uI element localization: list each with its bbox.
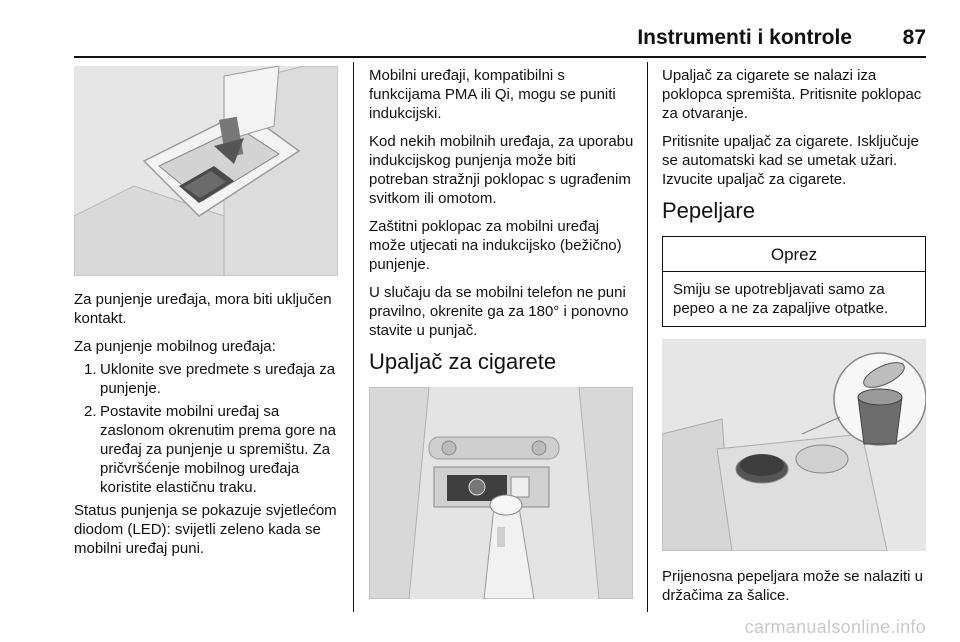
column-divider	[647, 62, 648, 612]
ashtray-illustration	[662, 339, 926, 551]
section-heading: Pepeljare	[662, 198, 755, 223]
caution-title: Oprez	[663, 237, 925, 272]
paragraph: Prijenosna pepeljara može se nalaziti u držačima za šalice.	[662, 568, 923, 604]
paragraph: Mobilni uređaji, kompatibilni s funkcijama PMA ili Qi, mogu se puniti indukcijski.	[369, 67, 616, 122]
charging-compartment-illustration	[74, 66, 338, 276]
column-1	[74, 66, 338, 567]
paragraph: Upaljač za cigarete se nalazi iza poklopca spremišta. Pritisnite poklopac za otvaranje.	[662, 67, 922, 122]
column-2	[369, 66, 635, 599]
page-header	[74, 22, 926, 58]
step-text: Postavite mobilni uređaj sa zaslonom okrenutim prema gore na uređaj za punjenje u spremištu. Za pričvršćenje mobilnog uređaja koristite elastičnu traku.	[100, 403, 336, 496]
header-rule	[74, 56, 926, 58]
paragraph: Za punjenje uređaja, mora biti uključen kontakt.	[74, 291, 332, 327]
paragraph: Status punjenja se pokazuje svjetlećom diodom (LED): svijetli zeleno kada se mobilni uređaj puni.	[74, 502, 337, 557]
step-text: Uklonite sve predmete s uređaja za punjenje.	[100, 361, 336, 397]
paragraph: Kod nekih mobilnih uređaja, za uporabu indukcijskog punjenja može biti potreban stražnji poklopac s ugrađenim svitkom ili omotom.	[369, 133, 634, 207]
caution-box	[662, 236, 926, 327]
paragraph: Pritisnite upaljač za cigarete. Isključuje se automatski kad se umetak užari. Izvucite upaljač za cigarete.	[662, 133, 919, 188]
steps-list	[74, 360, 338, 497]
paragraph: Zaštitni poklopac za mobilni uređaj može utjecati na indukcijsko (bežično) punjenje.	[369, 218, 622, 273]
column-divider	[353, 62, 354, 612]
section-title: Instrumenti i kontrole	[637, 26, 852, 49]
column-3	[662, 66, 926, 614]
caution-text: Smiju se upotrebljavati samo za pepeo a ne za zapaljive otpatke.	[673, 281, 889, 317]
paragraph: Za punjenje mobilnog uređaja:	[74, 338, 276, 355]
cigarette-lighter-illustration	[369, 387, 633, 599]
list-item	[74, 402, 338, 497]
step-number: 1.	[84, 361, 97, 378]
step-number: 2.	[84, 403, 97, 420]
section-heading: Upaljač za cigarete	[369, 349, 557, 374]
watermark: carmanualsonline.info	[744, 617, 926, 637]
page-number: 87	[902, 26, 926, 49]
list-item	[74, 360, 338, 398]
paragraph: U slučaju da se mobilni telefon ne puni pravilno, okrenite ga za 180° i ponovno stavite u punjač.	[369, 284, 629, 339]
